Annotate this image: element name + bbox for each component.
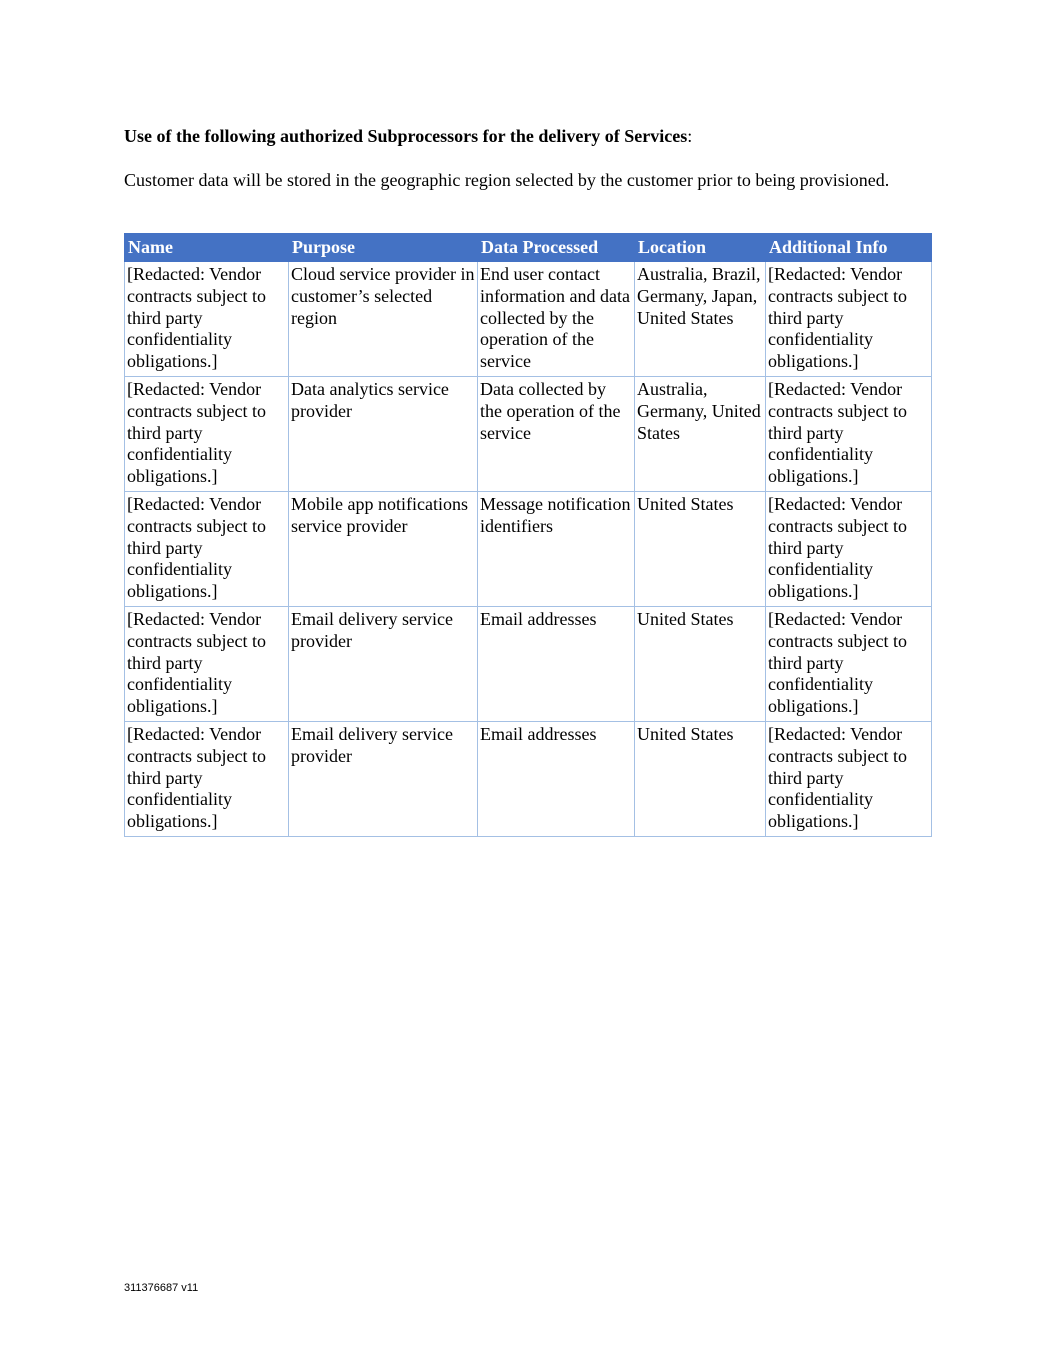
cell-additional-info: [Redacted: Vendor contracts subject to third party confidentiality obligations.] (766, 377, 932, 492)
cell-location: Australia, Brazil, Germany, Japan, United States (635, 262, 766, 377)
cell-name: [Redacted: Vendor contracts subject to third party confidentiality obligations.] (125, 377, 289, 492)
cell-additional-info: [Redacted: Vendor contracts subject to third party confidentiality obligations.] (766, 262, 932, 377)
subprocessors-table (124, 233, 932, 837)
table-row (125, 377, 932, 492)
cell-data-processed: Message notification identifiers (478, 492, 635, 607)
table-row (125, 262, 932, 377)
cell-location: United States (635, 492, 766, 607)
cell-purpose: Data analytics service provider (289, 377, 478, 492)
cell-location: United States (635, 607, 766, 722)
cell-data-processed: Data collected by the operation of the service (478, 377, 635, 492)
section-heading-colon: : (687, 126, 693, 146)
section-heading (124, 125, 692, 147)
column-header-name: Name (125, 234, 289, 262)
cell-additional-info: [Redacted: Vendor contracts subject to third party confidentiality obligations.] (766, 492, 932, 607)
cell-data-processed: End user contact information and data collected by the operation of the service (478, 262, 635, 377)
table-header-row (125, 234, 932, 262)
cell-purpose: Cloud service provider in customer’s selected region (289, 262, 478, 377)
cell-name: [Redacted: Vendor contracts subject to third party confidentiality obligations.] (125, 722, 289, 837)
intro-paragraph: Customer data will be stored in the geographic region selected by the customer prior to being provisioned. (124, 170, 890, 190)
cell-data-processed: Email addresses (478, 607, 635, 722)
cell-purpose: Email delivery service provider (289, 722, 478, 837)
cell-purpose: Mobile app notifications service provider (289, 492, 478, 607)
section-heading-text: Use of the following authorized Subprocessors for the delivery of Services (124, 126, 688, 146)
document-id-footer: 311376687 v11 (124, 1282, 199, 1294)
cell-data-processed: Email addresses (478, 722, 635, 837)
column-header-location: Location (635, 234, 766, 262)
cell-name: [Redacted: Vendor contracts subject to third party confidentiality obligations.] (125, 607, 289, 722)
cell-purpose: Email delivery service provider (289, 607, 478, 722)
column-header-purpose: Purpose (289, 234, 478, 262)
table-row (125, 607, 932, 722)
cell-additional-info: [Redacted: Vendor contracts subject to third party confidentiality obligations.] (766, 722, 932, 837)
cell-name: [Redacted: Vendor contracts subject to third party confidentiality obligations.] (125, 492, 289, 607)
cell-location: Australia, Germany, United States (635, 377, 766, 492)
column-header-data-processed: Data Processed (478, 234, 635, 262)
column-header-additional-info: Additional Info (766, 234, 932, 262)
table-row (125, 722, 932, 837)
cell-name: [Redacted: Vendor contracts subject to third party confidentiality obligations.] (125, 262, 289, 377)
cell-location: United States (635, 722, 766, 837)
cell-additional-info: [Redacted: Vendor contracts subject to third party confidentiality obligations.] (766, 607, 932, 722)
table-row (125, 492, 932, 607)
